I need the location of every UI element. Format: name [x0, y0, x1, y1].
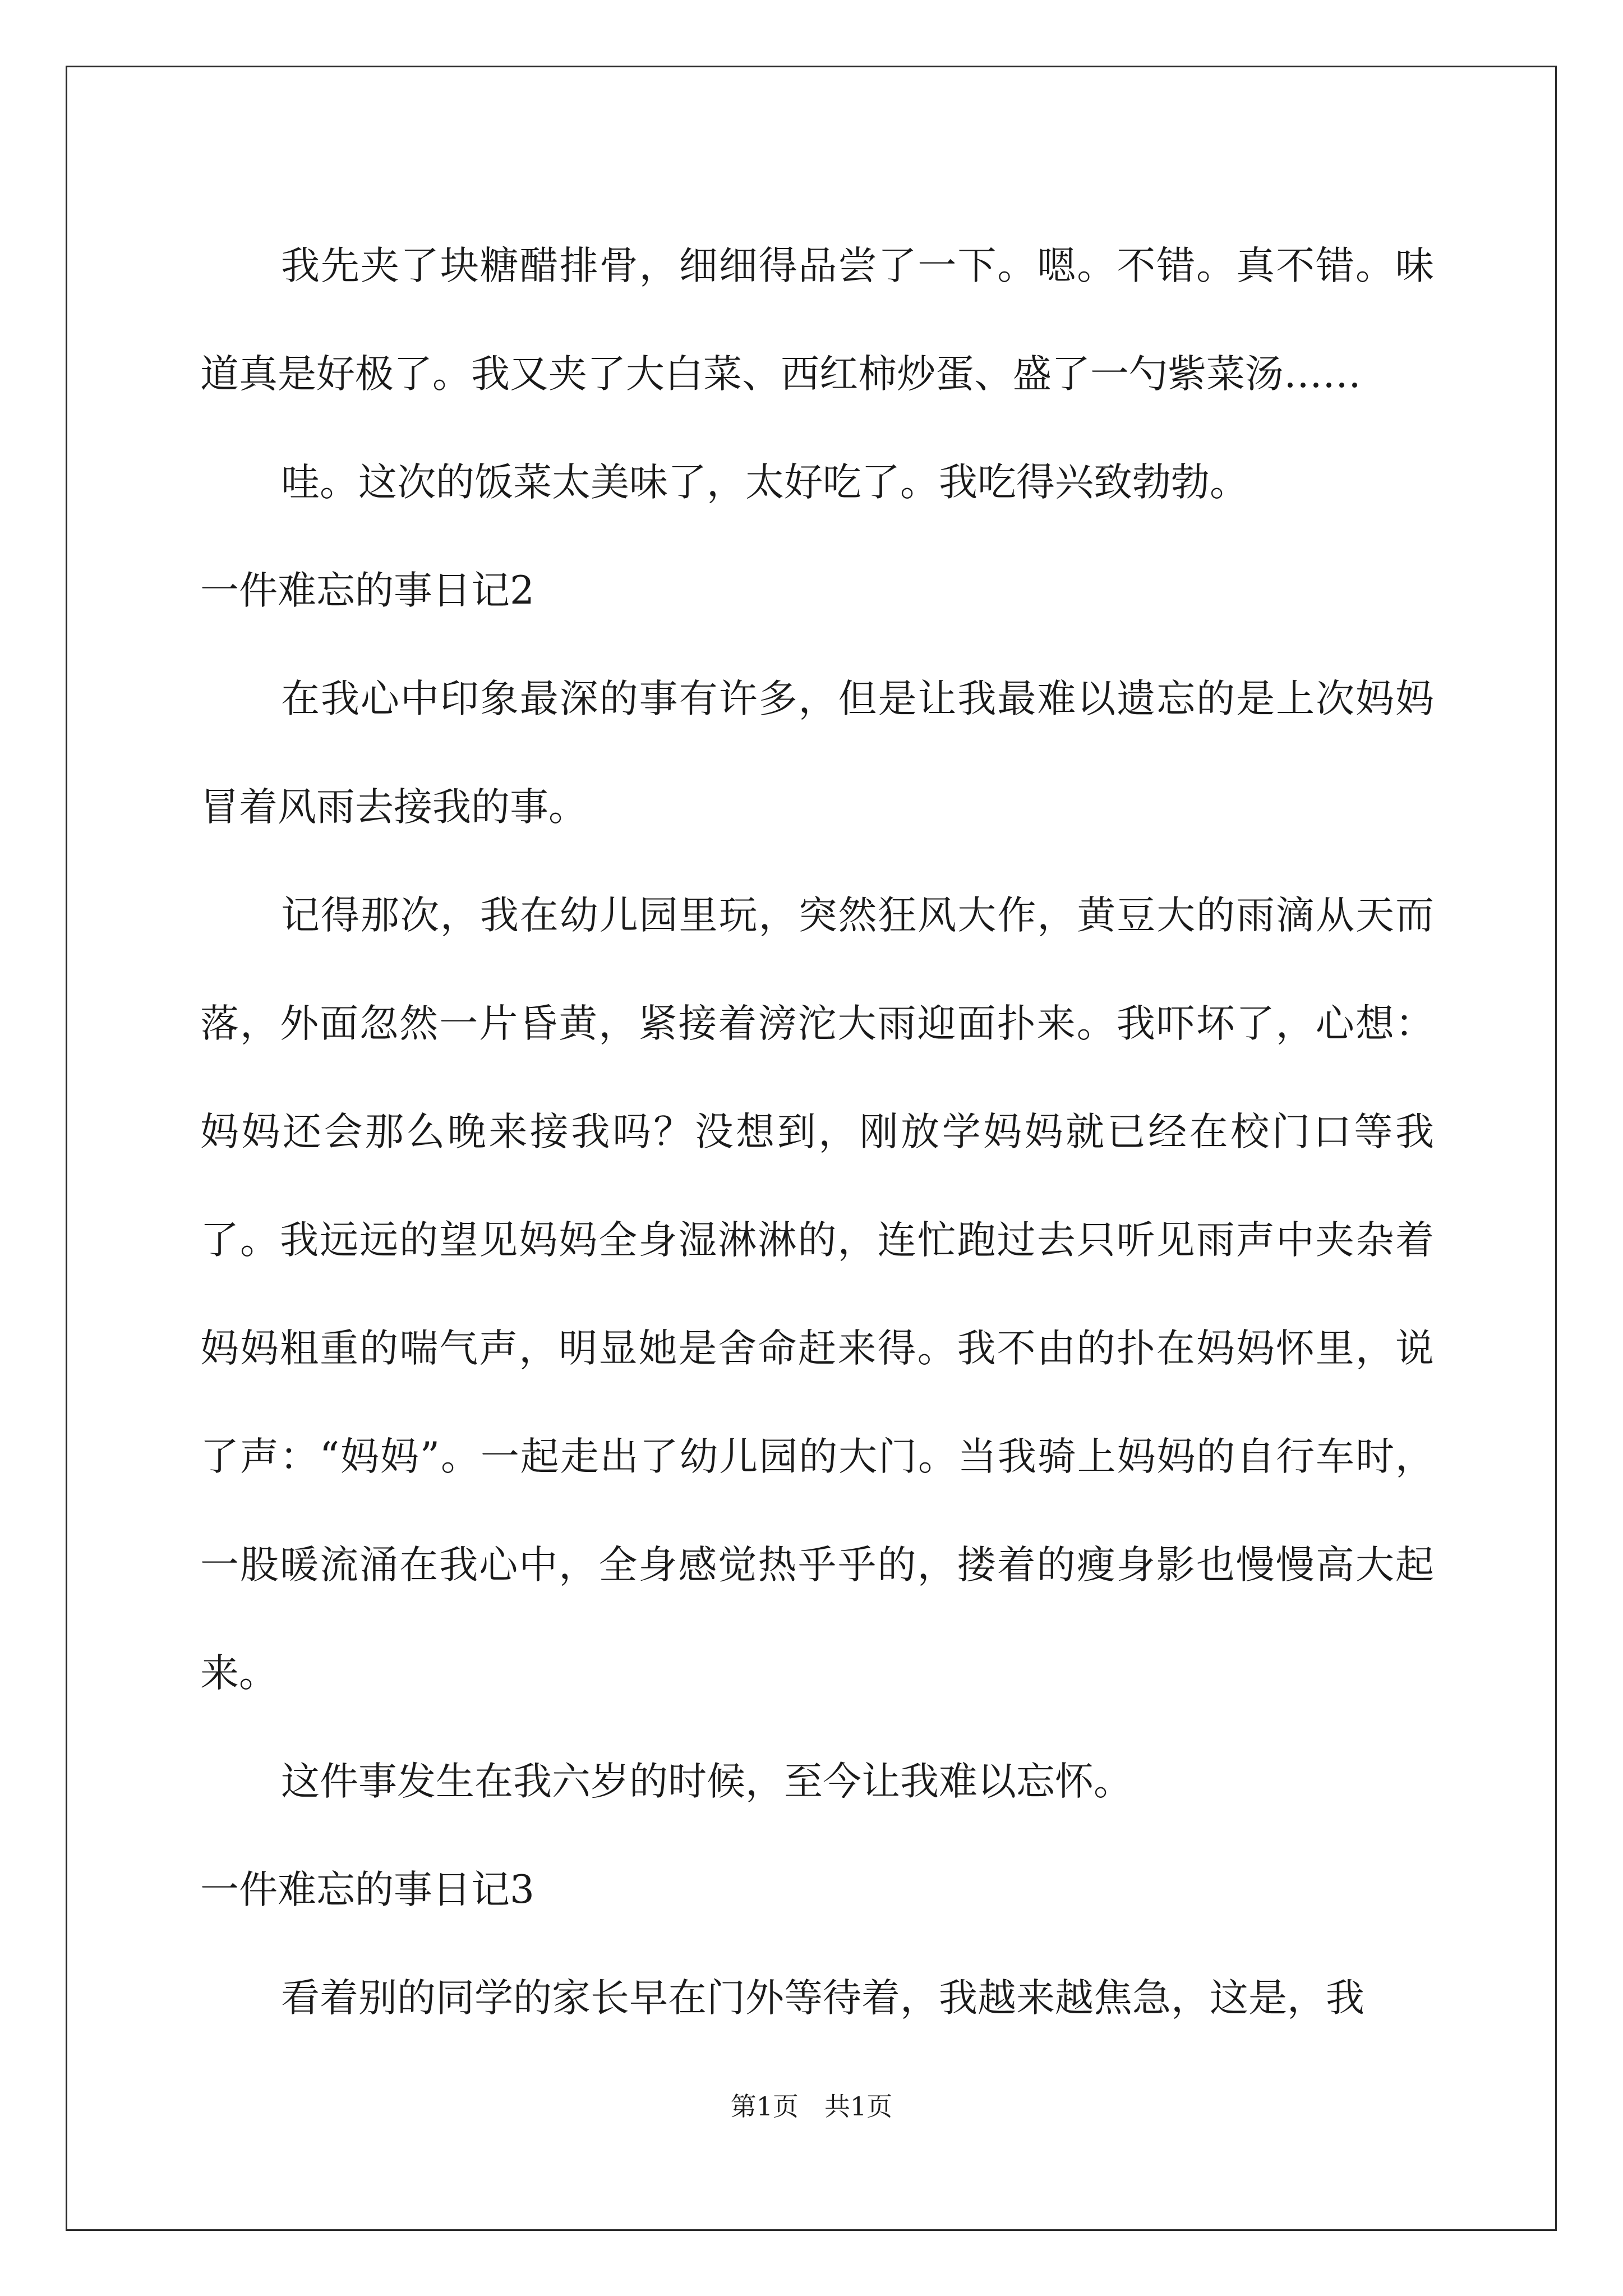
- paragraph: 在我心中印象最深的事有许多，但是让我最难以遗忘的是上次妈妈冒着风雨去接我的事。: [200, 677, 1434, 830]
- page-total: 共1页: [824, 2091, 893, 2122]
- document-body: [200, 212, 1434, 2053]
- paragraph: 我先夹了块糖醋排骨，细细得品尝了一下。嗯。不错。真不错。味道真是好极了。我又夹了大白菜、西红柿炒蛋、盛了一勺紫菜汤……: [200, 243, 1434, 397]
- paragraph: 这件事发生在我六岁的时候，至今让我难以忘怀。: [281, 1759, 1132, 1804]
- page-number: 第1页: [730, 2091, 799, 2122]
- section-heading: 一件难忘的事日记2: [200, 568, 534, 613]
- paragraph: 看着别的同学的家长早在门外等待着，我越来越焦急，这是，我: [281, 1976, 1364, 2021]
- paragraph: 哇。这次的饭菜太美味了，太好吃了。我吃得兴致勃勃。: [281, 460, 1248, 505]
- page-footer: [0, 2090, 1623, 2123]
- section-heading: 一件难忘的事日记3: [200, 1867, 534, 1912]
- paragraph: 记得那次，我在幼儿园里玩，突然狂风大作，黄豆大的雨滴从天而落，外面忽然一片昏黄，紧接着滂沱大雨迎面扑来。我吓坏了，心想：妈妈还会那么晚来接我吗？没想到，刚放学妈妈就已经在校门口等我了。我远远的望见妈妈全身湿淋淋的，连忙跑过去只听见雨声中夹杂着妈妈粗重的喘气声，明显她是舍命赶来得。我不由的扑在妈妈怀里，说了声：“妈妈”。一起走出了幼儿园的大门。当我骑上妈妈的自行车时，一股暖流涌在我心中，全身感觉热乎乎的，搂着的瘦身影也慢慢高大起来。: [200, 893, 1434, 1696]
